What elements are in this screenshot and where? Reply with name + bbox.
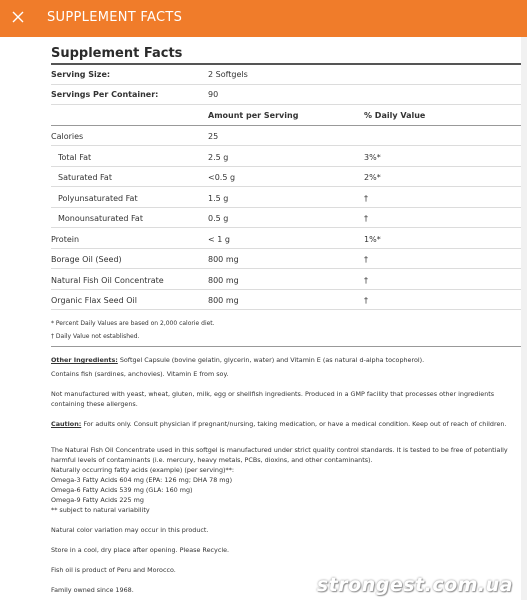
row-dv: † xyxy=(364,255,368,264)
divider xyxy=(51,84,521,85)
row-amount: 1.5 g xyxy=(208,194,229,203)
other-ingredients-text: Softgel Capsule (bovine gelatin, glycerin, water) and Vitamin E (as natural d-alpha tocopherol). xyxy=(117,356,425,364)
divider xyxy=(51,125,521,126)
row-dv: † xyxy=(364,194,368,203)
row-dv: † xyxy=(364,296,368,305)
row-name: Total Fat xyxy=(58,153,92,162)
fish-oil-text: The Natural Fish Oil Concentrate used in this softgel is manufactured under strict quality control standards. It is tested to be free of potentially harmful levels of contaminants (i.e. mercury, heavy metals, PCBs, dioxins, and other contaminants). xyxy=(51,446,508,464)
caution-text xyxy=(51,419,521,429)
row-dv: † xyxy=(364,214,368,223)
row-dv: 2%* xyxy=(364,173,381,182)
divider xyxy=(51,227,521,228)
row-dv: † xyxy=(364,276,368,285)
row-name: Organic Flax Seed Oil xyxy=(51,296,137,305)
row-name: Saturated Fat xyxy=(58,173,112,182)
dv-header: % Daily Value xyxy=(364,111,426,120)
row-name: Monounsaturated Fat xyxy=(58,214,143,223)
row-dv: 1%* xyxy=(364,235,381,244)
modal-title: SUPPLEMENT FACTS xyxy=(47,10,183,25)
divider xyxy=(51,346,521,347)
amount-header: Amount per Serving xyxy=(208,111,299,120)
serving-size-value: 2 Softgels xyxy=(208,70,248,79)
fatty-acids-line: Omega-9 Fatty Acids 225 mg xyxy=(51,496,144,504)
footnote: † Daily Value not established. xyxy=(51,333,140,340)
row-amount: 2.5 g xyxy=(208,153,229,162)
storage-note: Store in a cool, dry place after opening. Please Recycle. xyxy=(51,546,230,554)
row-amount: 800 mg xyxy=(208,255,239,264)
row-amount: 25 xyxy=(208,132,219,141)
fatty-acids-line: Naturally occurring fatty acids (example) (per serving)**: xyxy=(51,466,235,474)
family-note: Family owned since 1968. xyxy=(51,586,134,594)
servings-label: Servings Per Container: xyxy=(51,90,159,99)
divider xyxy=(51,207,521,208)
divider xyxy=(51,289,521,290)
row-name: Calories xyxy=(51,132,84,141)
row-amount: <0.5 g xyxy=(208,173,236,182)
divider xyxy=(51,268,521,269)
row-name: Polyunsaturated Fat xyxy=(58,194,138,203)
divider xyxy=(51,309,521,310)
scrollbar[interactable] xyxy=(521,37,527,600)
contains-text: Contains fish (sardines, anchovies). Vitamin E from soy. xyxy=(51,370,229,378)
caution-body: For adults only. Consult physician if pregnant/nursing, taking medication, or have a medical condition. Keep out of reach of children. xyxy=(81,420,507,428)
fatty-acids-line: Omega-3 Fatty Acids 604 mg (EPA: 126 mg; DHA 78 mg) xyxy=(51,476,233,484)
divider xyxy=(51,166,521,167)
caution-label: Caution: xyxy=(51,420,82,428)
close-icon[interactable] xyxy=(9,8,27,26)
divider xyxy=(51,145,521,146)
fatty-acids-line: ** subject to natural variability xyxy=(51,506,150,514)
row-name: Protein xyxy=(51,235,80,244)
divider xyxy=(51,63,521,65)
facts-title: Supplement Facts xyxy=(51,46,183,61)
row-dv: 3%* xyxy=(364,153,381,162)
other-ingredients-label: Other Ingredients: xyxy=(51,356,118,364)
origin-note: Fish oil is product of Peru and Morocco. xyxy=(51,566,176,574)
row-amount: < 1 g xyxy=(208,235,230,244)
row-amount: 800 mg xyxy=(208,296,239,305)
other-ingredients xyxy=(51,355,521,365)
fatty-acids-line: Omega-6 Fatty Acids 539 mg (GLA: 160 mg) xyxy=(51,486,193,494)
footnote: * Percent Daily Values are based on 2,000 calorie diet. xyxy=(51,320,215,327)
divider xyxy=(51,186,521,187)
row-amount: 800 mg xyxy=(208,276,239,285)
divider xyxy=(51,248,521,249)
allergen-text: Not manufactured with yeast, wheat, gluten, milk, egg or shellfish ingredients. Produced in a GMP facility that processes other ingredients containing these allergens. xyxy=(51,390,495,408)
row-name: Borage Oil (Seed) xyxy=(51,255,122,264)
divider xyxy=(51,104,521,105)
watermark: strongest.com.ua xyxy=(316,574,513,596)
servings-value: 90 xyxy=(208,90,219,99)
row-amount: 0.5 g xyxy=(208,214,229,223)
color-note: Natural color variation may occur in this product. xyxy=(51,526,209,534)
row-name: Natural Fish Oil Concentrate xyxy=(51,276,164,285)
serving-size-label: Serving Size: xyxy=(51,70,111,79)
modal-header xyxy=(0,0,527,37)
